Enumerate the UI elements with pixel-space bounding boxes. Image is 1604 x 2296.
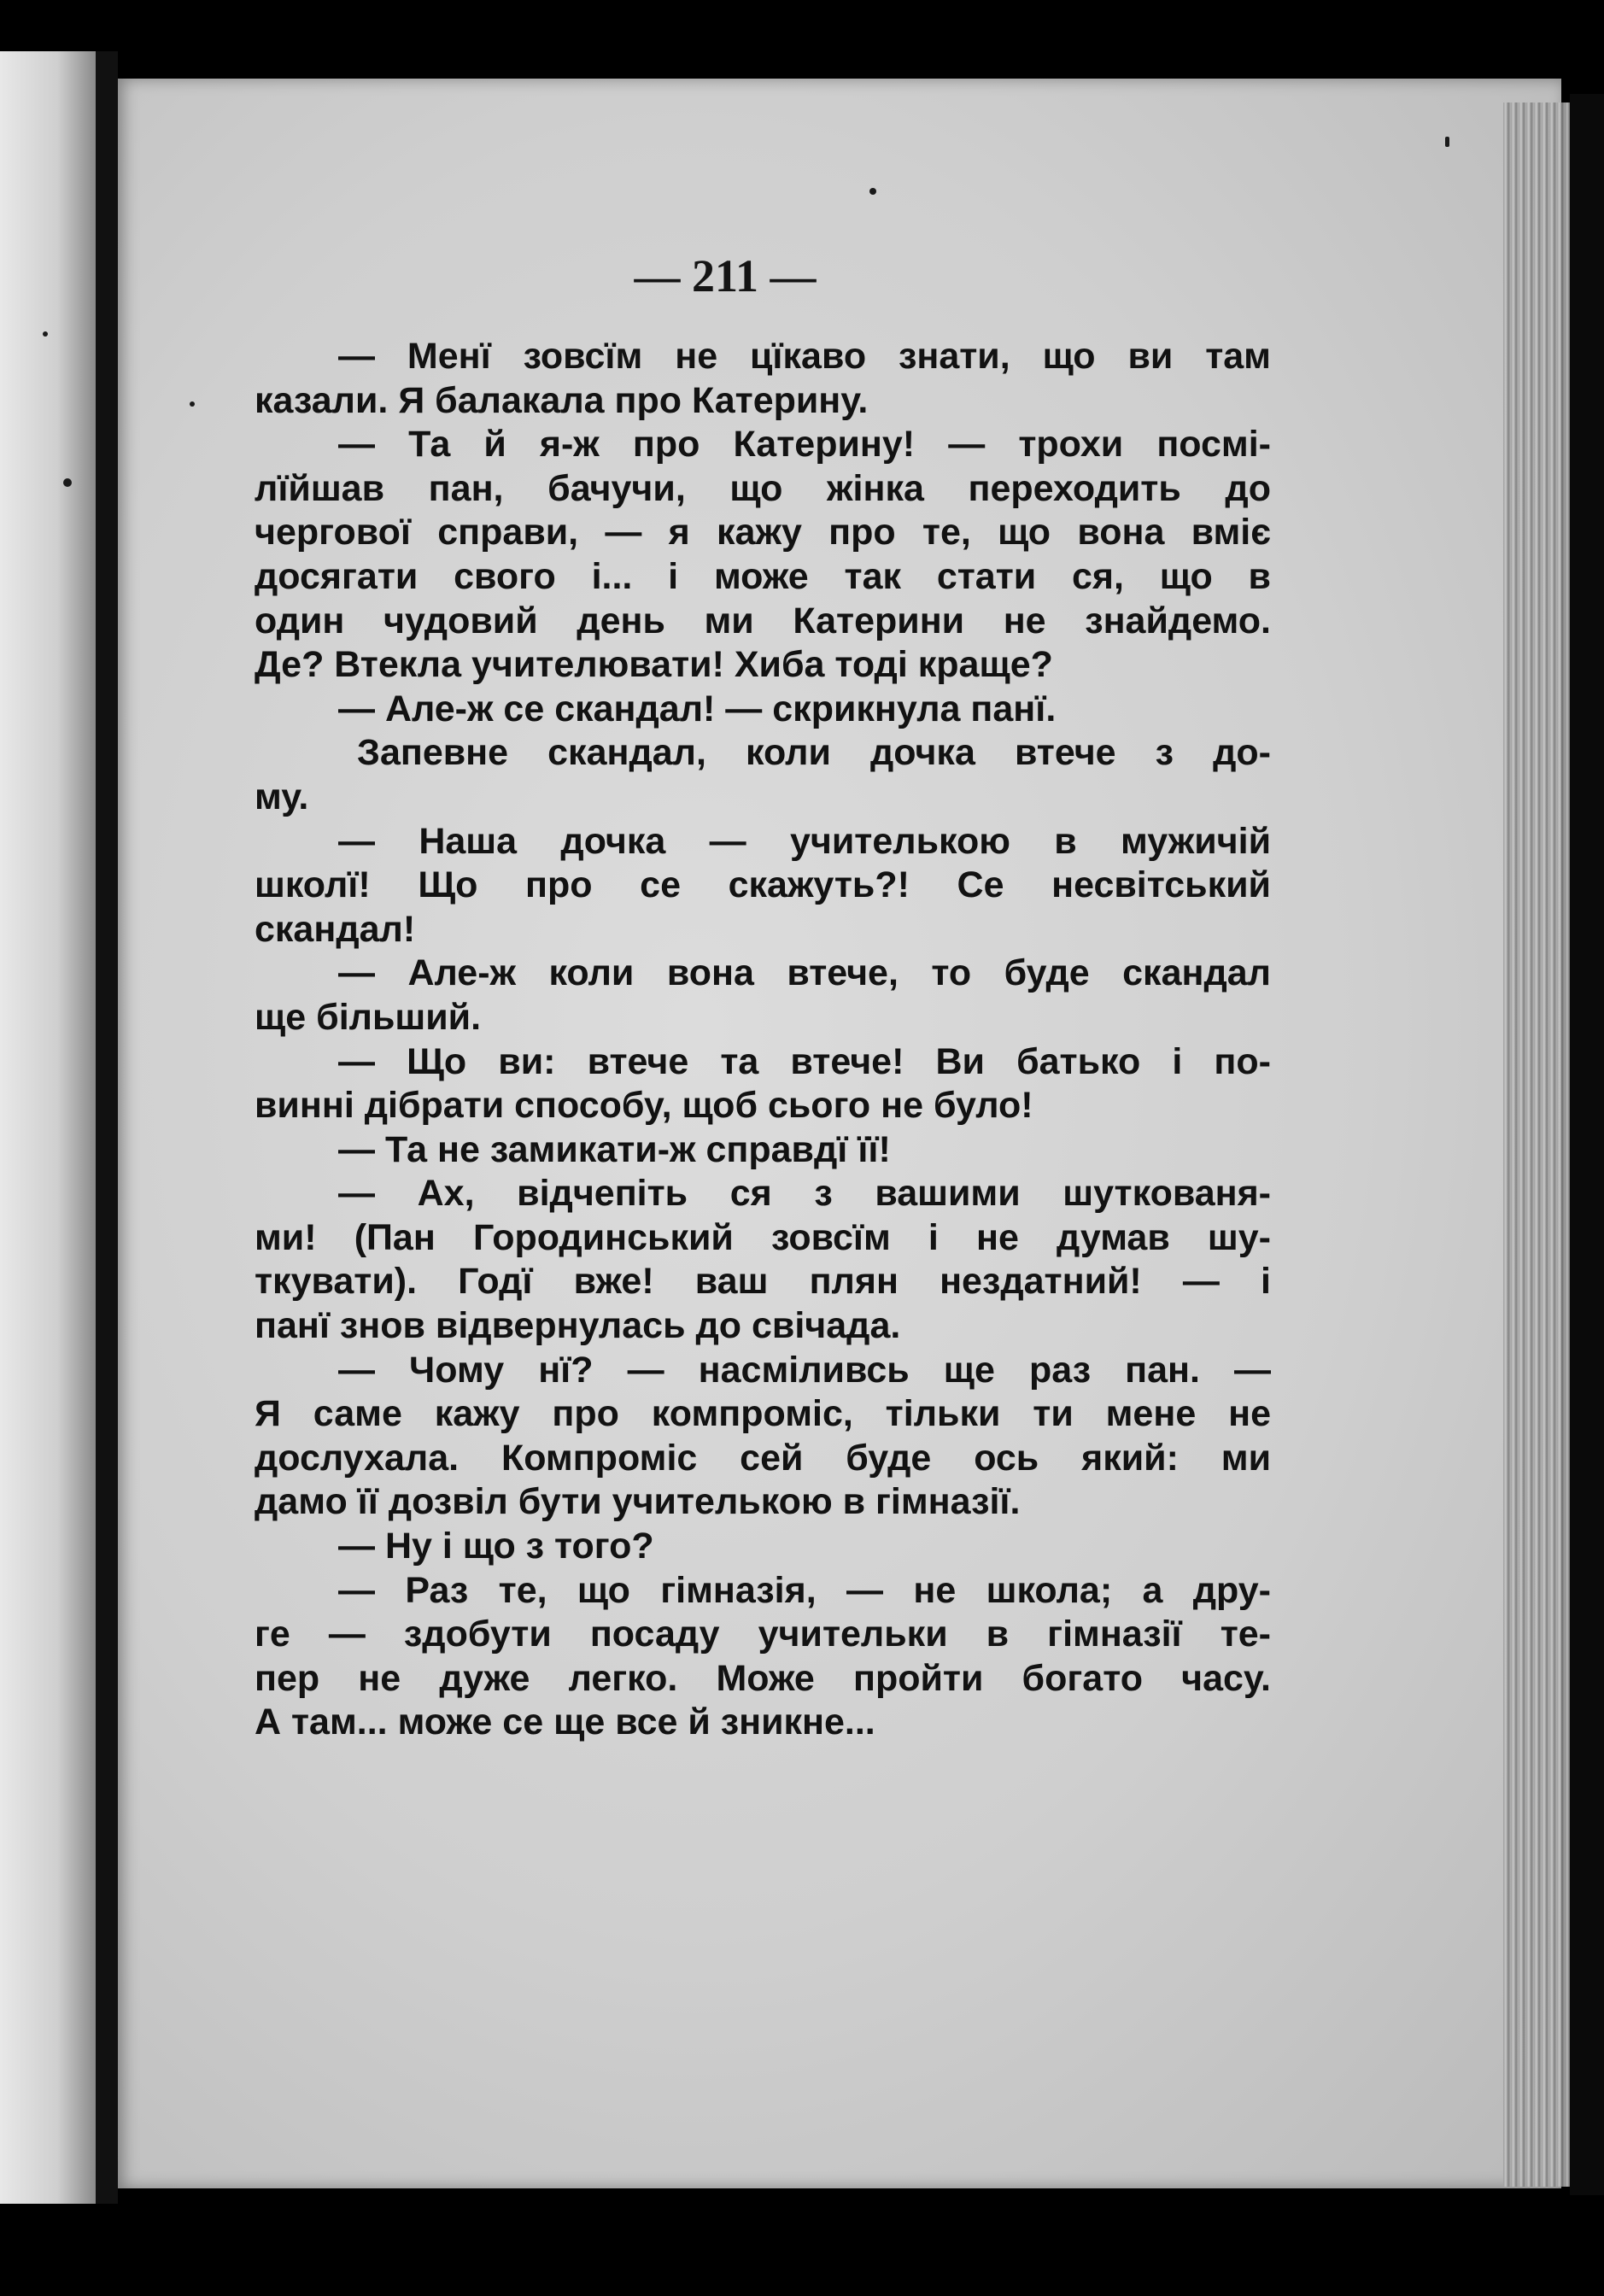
text-line: — Та й я-ж про Катерину! — трохи посмі- [338, 424, 1271, 466]
text-line: школї! Що про се скажуть?! Се несвітський [255, 864, 1271, 906]
dust-speck [190, 401, 195, 407]
text-line: — Менї зовсїм не цїкаво знати, що ви там [338, 336, 1271, 377]
text-line: Де? Втекла учителювати! Хиба тоді краще? [255, 644, 1053, 686]
text-line: дослухала. Компроміс сей буде ось який: ми [255, 1437, 1271, 1479]
text-line: — Ах, відчепіть ся з вашими шуткованя- [338, 1173, 1271, 1215]
text-line: ще більший. [255, 996, 482, 1038]
dust-speck [63, 478, 72, 487]
text-line: дамо її дозвіл бути учителькою в гімназії. [255, 1481, 1021, 1523]
body-text [255, 335, 1271, 1745]
text-line: скандал! [255, 908, 416, 950]
text-line: Я саме кажу про компроміс, тільки ти мене не [255, 1393, 1271, 1435]
dust-speck [43, 331, 48, 337]
text-line: казали. Я балакала про Катерину. [255, 379, 869, 421]
text-line: ге — здобути посаду учительки в гімназії те- [255, 1614, 1271, 1655]
previous-page-edge [0, 51, 96, 2204]
text-line: — Але-ж коли вона втече, то буде скандал [338, 952, 1271, 994]
book-spine-shadow [96, 51, 118, 2204]
text-line: — Але-ж се скандал! — скрикнула панї. [338, 688, 1057, 729]
text-line: Запевне скандал, коли дочка втече з до- [357, 732, 1271, 774]
text-line: ми! (Пан Городинський зовсїм і не думав шу- [255, 1216, 1271, 1258]
text-line: — Що ви: втече та втече! Ви батько і по- [338, 1040, 1271, 1082]
text-line: винні дібрати способу, щоб сього не було! [255, 1085, 1033, 1127]
text-line: — Раз те, що гімназія, — не школа; а дру- [338, 1569, 1271, 1611]
text-line: лїйшав пан, бачучи, що жінка переходить до [255, 467, 1271, 509]
dust-speck [869, 188, 876, 195]
text-line: ткувати). Годї вже! ваш плян нездатний! — і [255, 1261, 1271, 1303]
text-line: один чудовий день ми Катерини не знайдемо. [255, 600, 1271, 641]
text-line: — Та не замикати-ж справдї її! [338, 1128, 891, 1170]
text-line: пер не дуже легко. Може пройти богато часу. [255, 1657, 1271, 1699]
page-number: — 211 — [634, 250, 817, 302]
text-line: панї знов відвернулась до свічада. [255, 1305, 901, 1347]
text-line: досягати свого і... і може так стати ся, що в [255, 555, 1271, 597]
text-line: А там... може се ще все й зникне... [255, 1702, 875, 1743]
text-line: — Ну і що з того? [338, 1526, 654, 1567]
dust-speck [1445, 137, 1449, 147]
text-line: — Чому нї? — насміливсь ще раз пан. — [338, 1349, 1271, 1391]
page-stack-edge [1503, 102, 1570, 2187]
text-line: му. [255, 776, 309, 817]
scan-border-right [1570, 94, 1604, 2195]
text-line: — Наша дочка — учителькою в мужичій [338, 820, 1271, 862]
text-line: чергової справи, — я кажу про те, що вона вміє [255, 512, 1271, 554]
